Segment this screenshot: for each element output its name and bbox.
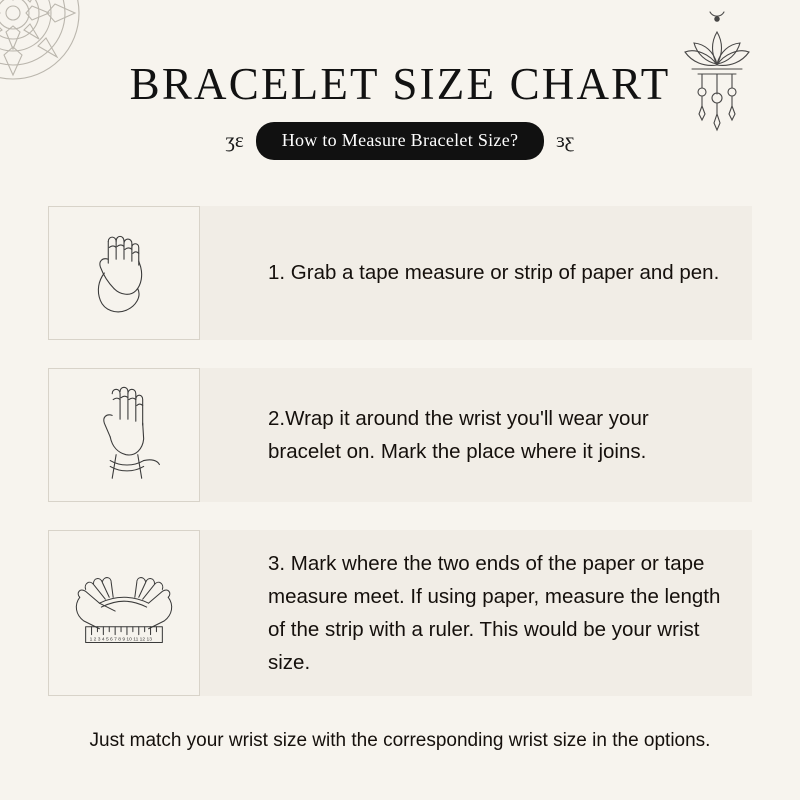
step-text: 2.Wrap it around the wrist you'll wear your bracelet on. Mark the place where it joins. bbox=[268, 406, 649, 463]
list-item bbox=[48, 206, 752, 340]
page-title: BRACELET SIZE CHART bbox=[129, 59, 671, 109]
list-item bbox=[48, 530, 752, 696]
steps-list bbox=[0, 206, 800, 724]
svg-text:1 2 3 4 5 6 7 8 9 10 11 12 13: 1 2 3 4 5 6 7 8 9 10 11 12 13 bbox=[89, 637, 152, 643]
hand-with-tape-measure-illustration bbox=[48, 206, 200, 340]
list-item bbox=[48, 368, 752, 502]
hand-wrapping-tape-around-wrist-illustration bbox=[48, 368, 200, 502]
footer-note: Just match your wrist size with the corresponding wrist size in the options. bbox=[89, 730, 711, 751]
step-text: 3. Mark where the two ends of the paper or tape measure meet. If using paper, measure the length of the strip with a ruler. This would be your wrist size. bbox=[268, 551, 721, 675]
flourish-left-icon: ʒε bbox=[225, 127, 244, 152]
hands-measuring-strip-with-ruler-illustration bbox=[48, 530, 200, 696]
subtitle-row bbox=[0, 122, 800, 160]
subtitle-badge: How to Measure Bracelet Size? bbox=[256, 122, 545, 160]
step-text: 1. Grab a tape measure or strip of paper and pen. bbox=[268, 261, 720, 285]
flourish-right-icon: ʒε bbox=[556, 127, 575, 152]
